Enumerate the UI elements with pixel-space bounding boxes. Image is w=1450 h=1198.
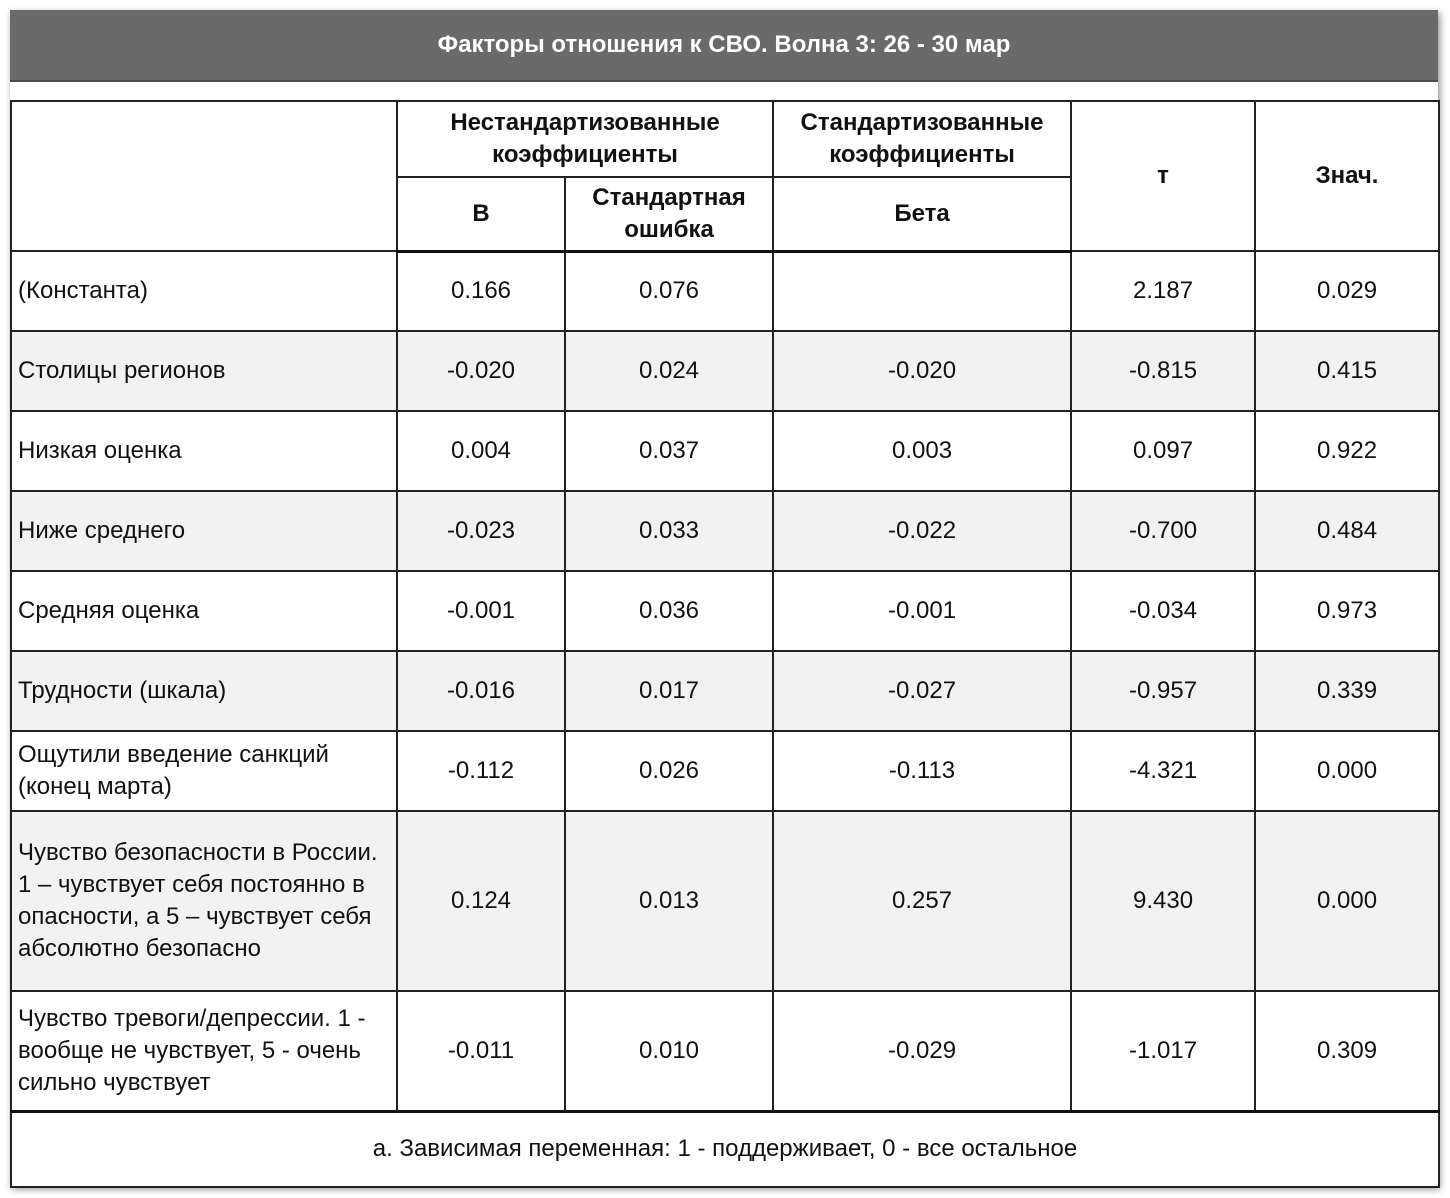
cell-b: -0.001	[397, 571, 565, 651]
cell-beta: 0.257	[773, 811, 1071, 991]
row-label: Низкая оценка	[11, 411, 397, 491]
cell-b: 0.124	[397, 811, 565, 991]
table-footnote: a. Зависимая переменная: 1 - поддерживает, 0 - все остальное	[11, 1111, 1439, 1187]
cell-beta: -0.029	[773, 991, 1071, 1111]
cell-sig: 0.000	[1255, 731, 1439, 811]
header-blank-cell	[11, 101, 397, 251]
cell-sig: 0.000	[1255, 811, 1439, 991]
cell-se: 0.076	[565, 251, 773, 331]
row-label: Ниже среднего	[11, 491, 397, 571]
cell-sig: 0.922	[1255, 411, 1439, 491]
cell-b: 0.166	[397, 251, 565, 331]
cell-b: -0.016	[397, 651, 565, 731]
header-beta: Бета	[773, 177, 1071, 251]
cell-beta	[773, 251, 1071, 331]
cell-t: 2.187	[1071, 251, 1255, 331]
cell-se: 0.017	[565, 651, 773, 731]
cell-b: 0.004	[397, 411, 565, 491]
cell-t: 0.097	[1071, 411, 1255, 491]
row-label: Средняя оценка	[11, 571, 397, 651]
table-row	[11, 251, 1439, 331]
row-label: Столицы регионов	[11, 331, 397, 411]
cell-t: -1.017	[1071, 991, 1255, 1111]
cell-t: 9.430	[1071, 811, 1255, 991]
header-unstandardized: Нестандартизованные коэффициенты	[397, 101, 773, 177]
table-row	[11, 491, 1439, 571]
cell-sig: 0.339	[1255, 651, 1439, 731]
row-label: Трудности (шкала)	[11, 651, 397, 731]
table-row	[11, 991, 1439, 1111]
row-label: Чувство безопасности в России. 1 – чувствует себя постоянно в опасности, а 5 – чувствует себя абсолютно безопасно	[11, 811, 397, 991]
cell-beta: -0.001	[773, 571, 1071, 651]
table-row	[11, 811, 1439, 991]
cell-beta: -0.022	[773, 491, 1071, 571]
cell-sig: 0.309	[1255, 991, 1439, 1111]
cell-se: 0.024	[565, 331, 773, 411]
header-standardized: Стандартизованные коэффициенты	[773, 101, 1071, 177]
regression-table-card	[10, 10, 1438, 1186]
regression-table	[10, 100, 1440, 1188]
cell-beta: -0.113	[773, 731, 1071, 811]
cell-se: 0.033	[565, 491, 773, 571]
cell-t: -0.815	[1071, 331, 1255, 411]
cell-b: -0.023	[397, 491, 565, 571]
table-row	[11, 651, 1439, 731]
cell-se: 0.010	[565, 991, 773, 1111]
cell-t: -4.321	[1071, 731, 1255, 811]
table-row	[11, 571, 1439, 651]
cell-sig: 0.484	[1255, 491, 1439, 571]
row-label: Ощутили введение санкций (конец марта)	[11, 731, 397, 811]
header-b: B	[397, 177, 565, 251]
row-label: Чувство тревоги/депрессии. 1 - вообще не чувствует, 5 - очень сильно чувствует	[11, 991, 397, 1111]
cell-se: 0.013	[565, 811, 773, 991]
cell-se: 0.026	[565, 731, 773, 811]
cell-beta: 0.003	[773, 411, 1071, 491]
table-row	[11, 331, 1439, 411]
cell-se: 0.036	[565, 571, 773, 651]
cell-t: -0.957	[1071, 651, 1255, 731]
cell-b: -0.011	[397, 991, 565, 1111]
table-row	[11, 411, 1439, 491]
table-row	[11, 731, 1439, 811]
cell-sig: 0.973	[1255, 571, 1439, 651]
cell-se: 0.037	[565, 411, 773, 491]
cell-sig: 0.029	[1255, 251, 1439, 331]
header-sig: Знач.	[1255, 101, 1439, 251]
cell-beta: -0.027	[773, 651, 1071, 731]
cell-t: -0.034	[1071, 571, 1255, 651]
cell-b: -0.112	[397, 731, 565, 811]
cell-beta: -0.020	[773, 331, 1071, 411]
title-spacer	[10, 82, 1438, 100]
header-t: т	[1071, 101, 1255, 251]
cell-b: -0.020	[397, 331, 565, 411]
cell-t: -0.700	[1071, 491, 1255, 571]
cell-sig: 0.415	[1255, 331, 1439, 411]
row-label: (Константа)	[11, 251, 397, 331]
header-std-error: Стандартная ошибка	[565, 177, 773, 251]
table-title: Факторы отношения к СВО. Волна 3: 26 - 30 мар	[10, 10, 1438, 82]
